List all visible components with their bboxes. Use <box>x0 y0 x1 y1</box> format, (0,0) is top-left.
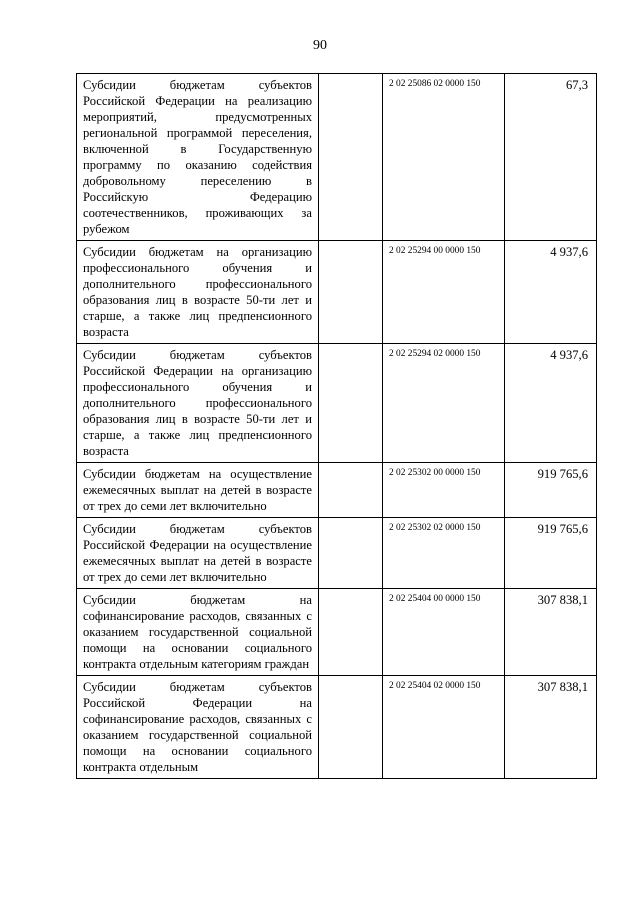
revenue-name-cell: Субсидии бюджетам на осуществление ежемесячных выплат на детей в возрасте от трех до семи лет включительно <box>77 463 319 518</box>
empty-cell <box>319 344 383 463</box>
budget-code-cell: 2 02 25302 02 0000 150 <box>383 518 505 589</box>
empty-cell <box>319 463 383 518</box>
budget-code-cell: 2 02 25404 00 0000 150 <box>383 589 505 676</box>
amount-cell: 307 838,1 <box>505 676 597 779</box>
budget-code-cell: 2 02 25294 00 0000 150 <box>383 241 505 344</box>
table-row <box>77 344 597 463</box>
table-row <box>77 518 597 589</box>
amount-cell: 67,3 <box>505 74 597 241</box>
table-row <box>77 589 597 676</box>
revenue-name-cell: Субсидии бюджетам на организацию профессионального обучения и дополнительного профессионального образования лиц в возрасте 50-ти лет и старше, а также лиц предпенсионного возраста <box>77 241 319 344</box>
budget-code-cell: 2 02 25404 02 0000 150 <box>383 676 505 779</box>
table-row <box>77 241 597 344</box>
empty-cell <box>319 74 383 241</box>
amount-cell: 919 765,6 <box>505 463 597 518</box>
budget-code-cell: 2 02 25302 00 0000 150 <box>383 463 505 518</box>
table-row <box>77 463 597 518</box>
amount-cell: 919 765,6 <box>505 518 597 589</box>
revenue-name-cell: Субсидии бюджетам субъектов Российской Федерации на организацию профессионального обучения и дополнительного профессионального образования лиц в возрасте 50-ти лет и старше, а также лиц предпенсионного возраста <box>77 344 319 463</box>
empty-cell <box>319 676 383 779</box>
revenue-name-cell: Субсидии бюджетам субъектов Российской Федерации на реализацию мероприятий, предусмотренных региональной программой переселения, включенной в Государственную программу по оказанию содействия добровольному переселению в Российскую Федерацию соотечественников, проживающих за рубежом <box>77 74 319 241</box>
empty-cell <box>319 518 383 589</box>
page-number: 90 <box>313 38 327 53</box>
amount-cell: 4 937,6 <box>505 344 597 463</box>
empty-cell <box>319 241 383 344</box>
revenue-name-cell: Субсидии бюджетам субъектов Российской Федерации на осуществление ежемесячных выплат на детей в возрасте от трех до семи лет включительно <box>77 518 319 589</box>
revenue-name-cell: Субсидии бюджетам субъектов Российской Федерации на софинансирование расходов, связанных с оказанием государственной социальной помощи на основании социального контракта отдельным <box>77 676 319 779</box>
table-row <box>77 74 597 241</box>
empty-cell <box>319 589 383 676</box>
revenue-name-cell: Субсидии бюджетам на софинансирование расходов, связанных с оказанием государственной социальной помощи на основании социального контракта отдельным категориям граждан <box>77 589 319 676</box>
budget-revenue-table <box>76 73 597 779</box>
budget-code-cell: 2 02 25294 02 0000 150 <box>383 344 505 463</box>
table-row <box>77 676 597 779</box>
budget-code-cell: 2 02 25086 02 0000 150 <box>383 74 505 241</box>
amount-cell: 307 838,1 <box>505 589 597 676</box>
amount-cell: 4 937,6 <box>505 241 597 344</box>
